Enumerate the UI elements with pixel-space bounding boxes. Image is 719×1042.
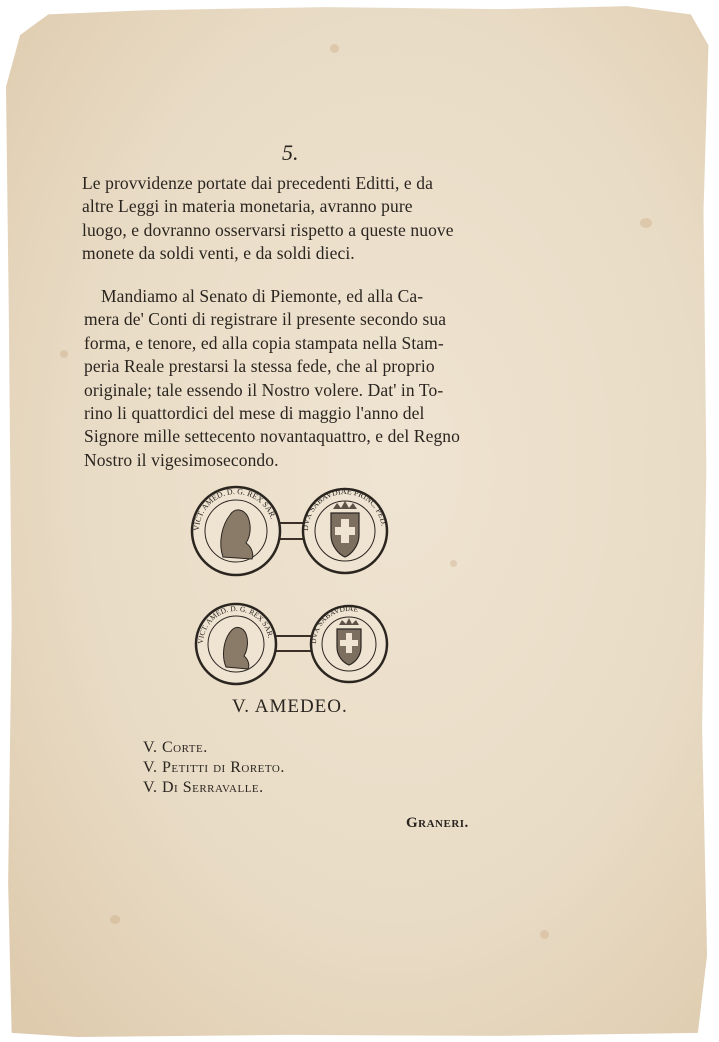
text-line: Le provvidenze portate dai precedenti Editti, e da xyxy=(82,173,433,193)
royal-signature: V. AMEDEO. xyxy=(232,696,348,717)
stain xyxy=(640,218,652,228)
coin-10-soldi-reverse xyxy=(309,604,387,682)
coin-20-soldi-obverse xyxy=(192,487,280,575)
text-line: originale; tale essendo il Nostro volere. Dat' in To- xyxy=(84,379,444,400)
text-line: monete da soldi venti, e da soldi dieci. xyxy=(82,243,355,264)
countersignatures xyxy=(143,738,285,798)
countersignature: V. Petitti di Roreto. xyxy=(143,759,285,776)
coin-legend: DVX SABAVDIAE PRINC. PED. xyxy=(300,486,389,532)
coin-legend: VICT. AMED. D. G. REX SAR. xyxy=(195,603,276,645)
secretary-signature: Graneri. xyxy=(406,815,469,831)
coin-illustrations xyxy=(190,485,390,690)
text-line: luogo, e dovranno osservarsi rispetto a queste nuove xyxy=(82,219,454,240)
stain xyxy=(60,350,68,358)
text-line: rino li quattordici del mese di maggio l'anno del xyxy=(84,403,425,424)
stain xyxy=(330,44,339,53)
text-line: Signore mille settecento novantaquattro, e del Regno xyxy=(84,426,460,447)
paragraph-decree xyxy=(84,285,511,472)
coin-legend: VICT. AMED. D. G. REX SAR. xyxy=(191,486,278,532)
paragraph-provisions xyxy=(82,172,502,266)
coin-20-soldi-reverse xyxy=(301,487,389,573)
countersignature: V. Di Serravalle. xyxy=(143,779,264,796)
coin-10-soldi-obverse xyxy=(196,604,276,684)
page-number: 5. xyxy=(282,140,299,165)
coin-legend: DVX SABAVDIAE xyxy=(308,603,360,645)
text-line: Nostro il vigesimosecondo. xyxy=(84,449,279,470)
countersignature: V. Corte. xyxy=(143,739,208,756)
stain xyxy=(110,915,120,924)
stain xyxy=(540,930,549,939)
text-line: peria Reale prestarsi la stessa fede, che al proprio xyxy=(84,356,435,377)
text-line: forma, e tenore, ed alla copia stampata nella Stam- xyxy=(84,332,444,353)
text-line: Mandiamo al Senato di Piemonte, ed alla Ca- xyxy=(101,286,424,306)
text-line: altre Leggi in materia monetaria, avranno pure xyxy=(82,196,413,217)
text-line: mera de' Conti di registrare il presente secondo sua xyxy=(84,309,447,330)
stain xyxy=(450,560,457,567)
